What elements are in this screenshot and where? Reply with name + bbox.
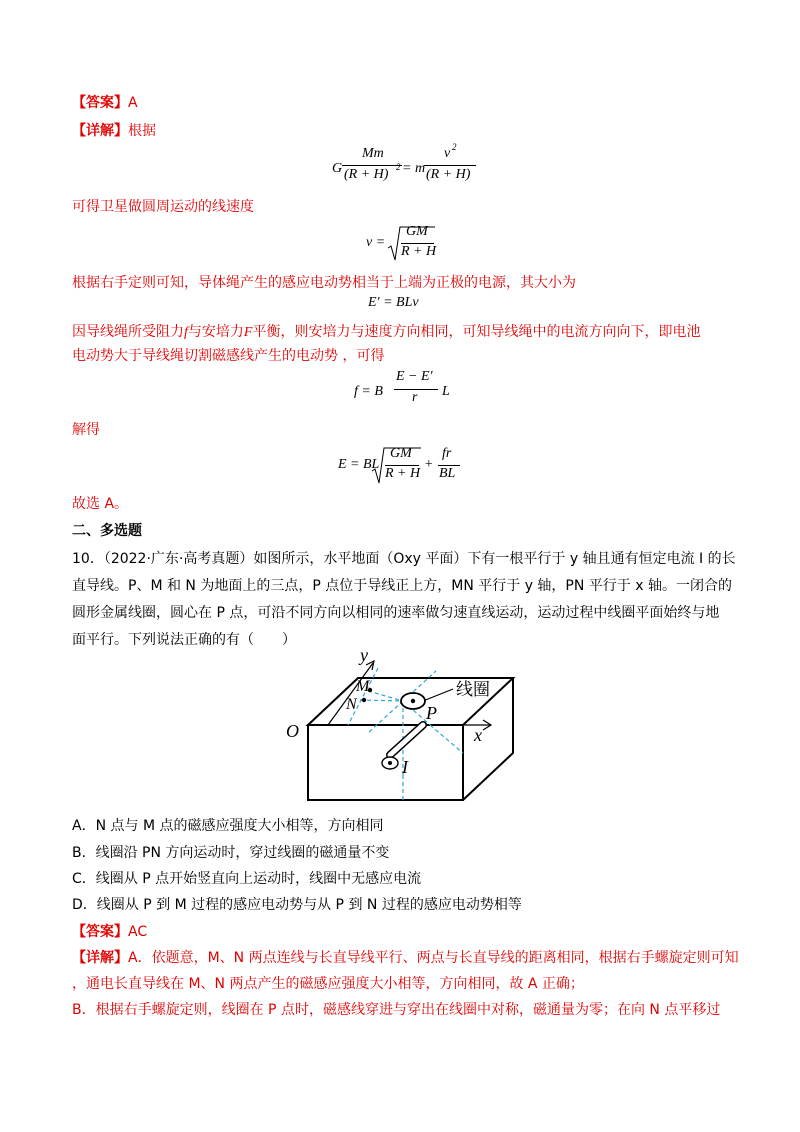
option-b: B．线圈沿 PN 方向运动时，穿过线圈的磁通量不变 [72, 845, 390, 861]
option-d: D．线圈从 P 到 M 过程的感应电动势与从 P 到 N 过程的感应电动势相等 [72, 897, 522, 913]
label-x: x [474, 725, 482, 745]
answer-value: AC [128, 924, 148, 940]
option-c: C．线圈从 P 点开始竖直向上运动时，线圈中无感应电流 [72, 871, 422, 887]
formula-force: f = B E − E′ r L [354, 369, 450, 405]
text-line-l6: 故选 A。 [72, 496, 129, 512]
detail-line-1 [72, 121, 156, 141]
question-line-3: 圆形金属线圈，圆心在 P 点，可沿不同方向以相同的速率做匀速直线运动，运动过程中线圈平面始终与地 [72, 605, 720, 621]
text-line-l2: 根据右手定则可知，导体绳产生的感应电动势相当于上端为正极的电源，其大小为 [72, 275, 576, 291]
point-n [362, 698, 366, 702]
text-line-l4: 电动势大于导线绳切割磁感线产生的电动势 ，可得 [72, 348, 385, 364]
answer-line-1 [72, 93, 138, 113]
section-heading: 二、多选题 [72, 523, 142, 539]
detail-line-4: B．根据右手螺旋定则，线圈在 P 点时，磁感线穿进与穿出在线圈中对称，磁通量为零；在向 N 点平移过 [72, 1002, 721, 1018]
label-m: M [356, 678, 370, 695]
label-n: N [346, 696, 357, 713]
option-a: A．N 点与 M 点的磁感应强度大小相等，方向相同 [72, 818, 384, 834]
answer-label: 【答案】 [72, 924, 128, 940]
formula-gravity: G Mm (R + H) 2 = m v 2 (R + H) [332, 148, 482, 190]
answer-line-2 [72, 922, 147, 942]
label-y: y [360, 645, 368, 665]
formula-velocity: v = GM R + H [366, 224, 446, 266]
label-coil: 线圈 [456, 680, 490, 699]
text-line-l5: 解得 [72, 422, 100, 438]
label-o: O [286, 721, 299, 741]
detail-line-3: ，通电长直导线在 M、N 两点产生的磁感应强度大小相等，方向相同，故 A 正确； [72, 976, 584, 992]
detail-text: A．依题意，M、N 两点连线与长直导线平行、两点与长直导线的距离相同，根据右手螺旋定则可知 [128, 950, 739, 966]
coil-handle [423, 689, 453, 701]
text-line-l1: 可得卫星做圆周运动的线速度 [72, 199, 254, 215]
detail-text: 根据 [128, 123, 156, 139]
question-line-2: 直导线。P、M 和 N 为地面上的三点，P 点位于导线正上方，MN 平行于 y 轴，PN 平行于 x 轴。一闭合的 [72, 578, 732, 594]
physics-figure [278, 645, 558, 805]
text-line-l3: 因导线绳所受阻力f与安培力F平衡，则安培力与速度方向相同，可知导线绳中的电流方向向下，即电池 [72, 324, 701, 340]
answer-value: A [128, 95, 138, 111]
detail-label: 【详解】 [72, 123, 128, 139]
detail-line-2 [72, 948, 739, 968]
detail-label: 【详解】 [72, 950, 128, 966]
formula-emf: E′ = BLv [368, 295, 419, 310]
question-line-1: 10．（2022·广东·高考真题）如图所示，水平地面（Oxy 平面）下有一根平行于 y 轴且通有恒定电流 I 的长 [72, 551, 736, 567]
question-line-4: 面平行。下列说法正确的有（ ） [72, 632, 296, 648]
label-p: P [426, 703, 437, 723]
answer-label: 【答案】 [72, 95, 128, 111]
formula-result: E = BL GM R + H + fr BL [338, 445, 468, 489]
label-i: I [402, 757, 408, 777]
